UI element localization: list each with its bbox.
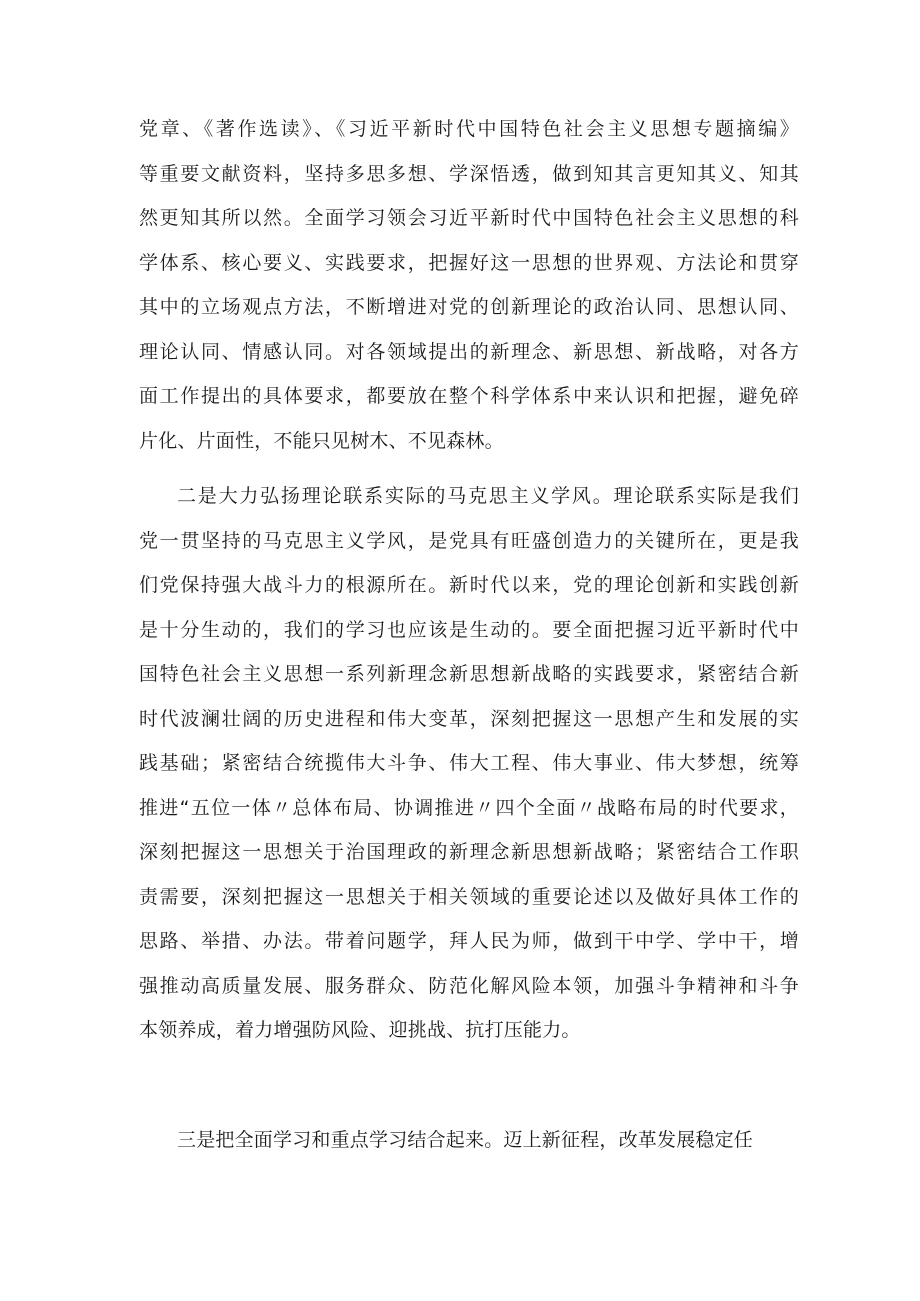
paragraph-heading-line: 二是大力弘扬理论联系实际的马克思主义学风。理论联系实际是我们 [177,485,799,507]
text-line: 思路、举措、办法。带着问题学，拜人民为师，做到干中学、学中干，增 [139,930,799,952]
text-line: 是十分生动的，我们的学习也应该是生动的。要全面把握习近平新时代中 [139,619,799,641]
text-line: 然更知其所以然。全面学习领会习近平新时代中国特色社会主义思想的科 [139,207,799,229]
text-line: 时代波澜壮阔的历史进程和伟大变革，深刻把握这一思想产生和发展的实 [139,708,799,730]
text-line: 面工作提出的具体要求，都要放在整个科学体系中来认识和把握，避免碎 [139,385,799,407]
text-line: 责需要，深刻把握这一思想关于相关领域的重要论述以及做好具体工作的 [139,886,799,908]
text-line: 片化、片面性，不能只见树木、不见森林。 [139,430,504,452]
text-line: 党一贯坚持的马克思主义学风，是党具有旺盛创造力的关键所在，更是我 [139,530,799,552]
text-line: 深刻把握这一思想关于治国理政的新理念新思想新战略；紧密结合工作职 [139,841,799,863]
text-line: 等重要文献资料，坚持多思多想、学深悟透，做到知其言更知其义、知其 [139,163,799,185]
text-line: 学体系、核心要义、实践要求，把握好这一思想的世界观、方法论和贯穿 [139,252,799,274]
text-line: 推进“五位一体〃总体布局、协调推进〃四个全面〃战略布局的时代要求， [139,797,799,819]
text-line: 国特色社会主义思想一系列新理念新思想新战略的实践要求，紧密结合新 [139,663,799,685]
text-line: 强推动高质量发展、服务群众、防范化解风险本领，加强斗争精神和斗争 [139,975,799,997]
text-line: 们党保持强大战斗力的根源所在。新时代以来，党的理论创新和实践创新 [139,574,799,596]
text-line: 践基础；紧密结合统揽伟大斗争、伟大工程、伟大事业、伟大梦想，统筹 [139,752,799,774]
text-line: 本领养成，着力增强防风险、迎挑战、抗打压能力。 [139,1019,581,1041]
paragraph-heading-line: 三是把全面学习和重点学习结合起来。迈上新征程，改革发展稳定任 [177,1129,754,1151]
text-line: 理论认同、情感认同。对各领域提出的新理念、新思想、新战略，对各方 [139,341,799,363]
text-line: 其中的立场观点方法，不断增进对党的创新理论的政治认同、思想认同、 [139,296,799,318]
text-line: 党章、《著作选读》、《习近平新时代中国特色社会主义思想专题摘编》 [139,118,799,140]
